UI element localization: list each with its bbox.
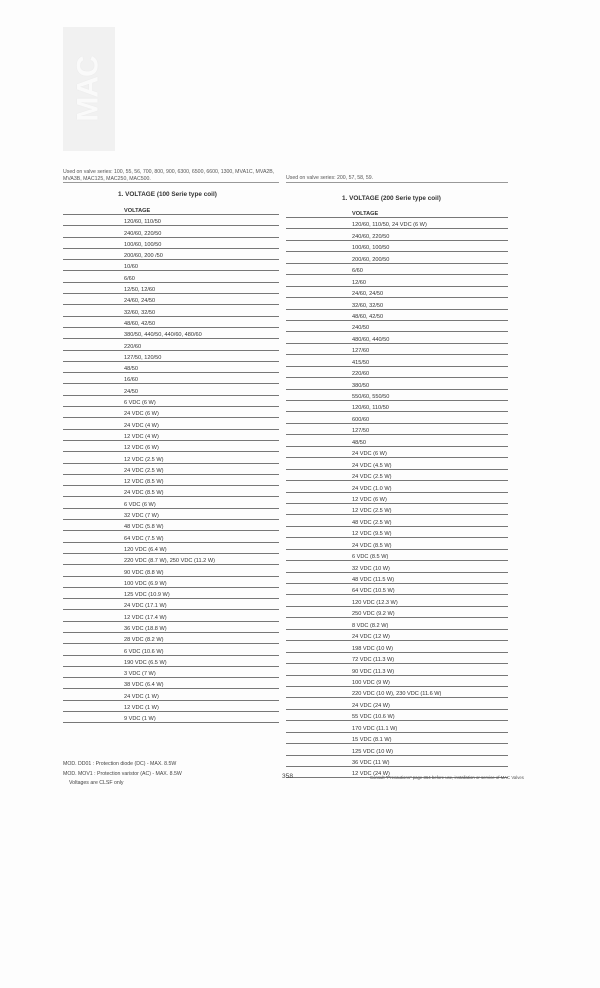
right-heading: 1. VOLTAGE (200 Serie type coil) xyxy=(342,195,441,202)
table-row xyxy=(63,644,279,655)
row-voltage: 240/60, 220/50 xyxy=(352,233,390,240)
table-row xyxy=(286,733,508,744)
table-row xyxy=(63,554,279,565)
row-voltage: 127/50 xyxy=(352,428,370,435)
table-row xyxy=(286,218,508,229)
table-row xyxy=(286,721,508,732)
row-voltage: 6/60 xyxy=(124,275,135,282)
table-row xyxy=(286,584,508,595)
row-voltage: 32 VDC (10 W) xyxy=(352,565,390,572)
consult-note: Consult "Precautions" page 364 before use, installation or service of MAC Valves xyxy=(370,775,524,780)
left-heading: 1. VOLTAGE (100 Serie type coil) xyxy=(118,191,217,198)
row-voltage: 380/50, 440/50, 440/60, 480/60 xyxy=(124,332,202,339)
row-voltage: 48 VDC (11.5 W) xyxy=(352,577,395,583)
table-row xyxy=(286,287,508,298)
row-voltage: 100 VDC (6.9 W) xyxy=(124,580,167,587)
table-row xyxy=(286,527,508,538)
right-voltage-table xyxy=(286,208,508,778)
table-row xyxy=(63,407,279,418)
row-voltage: 12 VDC (6 W) xyxy=(124,445,159,452)
row-voltage: 12 VDC (2.5 W) xyxy=(352,508,392,515)
row-voltage: 48 VDC (2.5 W) xyxy=(352,519,392,526)
table-row xyxy=(286,367,508,378)
row-voltage: 12 VDC (17.4 W) xyxy=(124,614,167,621)
note-dd01: MOD. DD01 : Protection diode (DC) - MAX. 8.5W xyxy=(63,761,177,767)
row-voltage: 24 VDC (6 W) xyxy=(352,451,387,458)
right-series-note: Used on valve series: 200, 57, 58, 59. xyxy=(286,175,374,181)
row-voltage: 190 VDC (6.5 W) xyxy=(124,659,167,666)
table-row xyxy=(63,509,279,520)
row-voltage: 12 VDC (9.5 W) xyxy=(352,531,392,538)
table-row xyxy=(63,701,279,712)
table-row xyxy=(63,712,279,723)
table-row xyxy=(286,378,508,389)
table-row xyxy=(286,676,508,687)
table-row xyxy=(286,321,508,332)
row-voltage: 100/60, 100/50 xyxy=(352,245,390,252)
table-row xyxy=(286,698,508,709)
table-row xyxy=(63,339,279,350)
row-voltage: 6 VDC (6 W) xyxy=(124,400,156,407)
table-row xyxy=(63,633,279,644)
row-voltage: 6 VDC (6 W) xyxy=(124,501,156,508)
table-row xyxy=(286,458,508,469)
row-voltage: 16/60 xyxy=(124,377,138,384)
table-row xyxy=(63,373,279,384)
table-row xyxy=(63,599,279,610)
row-voltage: 24/60, 24/50 xyxy=(352,291,384,298)
row-voltage: 127/60 xyxy=(352,348,370,355)
row-voltage: 24 VDC (2.5 W) xyxy=(352,474,392,481)
row-voltage: 220/60 xyxy=(124,343,142,350)
left-header-voltage: VOLTAGE xyxy=(124,208,151,214)
row-voltage: 48/60, 42/50 xyxy=(124,320,156,327)
table-row xyxy=(286,447,508,458)
table-row xyxy=(286,744,508,755)
row-voltage: 220/60 xyxy=(352,371,370,378)
row-voltage: 10/60 xyxy=(124,264,138,271)
row-voltage: 24 VDC (6 W) xyxy=(124,411,159,418)
table-row xyxy=(63,430,279,441)
table-row xyxy=(63,384,279,395)
row-voltage: 28 VDC (8.2 W) xyxy=(124,637,164,644)
row-voltage: 120/60, 110/50 xyxy=(352,405,389,412)
table-row xyxy=(286,573,508,584)
table-row xyxy=(286,561,508,572)
table-row xyxy=(63,260,279,271)
table-row xyxy=(63,215,279,226)
row-voltage: 380/50 xyxy=(352,382,370,389)
row-voltage: 90 VDC (11.3 W) xyxy=(352,668,395,675)
table-row xyxy=(63,689,279,700)
row-voltage: 64 VDC (7.5 W) xyxy=(124,535,164,542)
table-row xyxy=(63,271,279,282)
row-voltage: 12/60 xyxy=(352,279,366,286)
table-row xyxy=(63,226,279,237)
row-voltage: 6 VDC (8.5 W) xyxy=(352,554,389,561)
row-voltage: 48/60, 42/50 xyxy=(352,313,384,320)
row-voltage: 36 VDC (18.8 W) xyxy=(124,625,167,632)
row-voltage: 64 VDC (10.5 W) xyxy=(352,588,395,595)
table-row xyxy=(286,264,508,275)
table-row xyxy=(63,317,279,328)
table-row xyxy=(63,486,279,497)
row-voltage: 240/50 xyxy=(352,325,370,332)
row-voltage: 48/50 xyxy=(352,439,366,446)
row-voltage: 24/50 xyxy=(124,388,138,395)
mac-logo xyxy=(63,27,115,151)
table-row xyxy=(63,678,279,689)
row-voltage: 24 VDC (1.0 W) xyxy=(352,485,392,492)
row-voltage: 24 VDC (1 W) xyxy=(124,693,159,700)
row-voltage: 55 VDC (10.6 W) xyxy=(352,714,395,721)
table-row xyxy=(286,298,508,309)
table-row xyxy=(63,656,279,667)
table-row xyxy=(63,452,279,463)
row-voltage: 12/50, 12/60 xyxy=(124,287,156,294)
left-notes xyxy=(63,760,182,789)
table-row xyxy=(286,390,508,401)
table-row xyxy=(63,362,279,373)
table-row xyxy=(286,412,508,423)
row-voltage: 24 VDC (12 W) xyxy=(352,634,390,641)
row-voltage: 200/60, 200/50 xyxy=(352,256,390,263)
table-row xyxy=(286,618,508,629)
row-voltage: 250 VDC (9.2 W) xyxy=(352,611,395,618)
table-row xyxy=(286,355,508,366)
right-table-header xyxy=(286,208,508,218)
row-voltage: 24/60, 24/50 xyxy=(124,298,156,305)
table-row xyxy=(286,515,508,526)
table-row xyxy=(63,464,279,475)
row-voltage: 24 VDC (24 W) xyxy=(352,702,390,709)
row-voltage: 480/60, 440/50 xyxy=(352,336,390,343)
row-voltage: 200/60, 200 /50 xyxy=(124,253,163,260)
table-row xyxy=(286,493,508,504)
table-row xyxy=(63,531,279,542)
table-row xyxy=(63,294,279,305)
row-voltage: 415/50 xyxy=(352,359,370,366)
row-voltage: 38 VDC (6.4 W) xyxy=(124,682,164,689)
table-row xyxy=(63,565,279,576)
table-row xyxy=(286,310,508,321)
left-voltage-table xyxy=(63,205,279,723)
row-voltage: 120/60, 110/50 xyxy=(124,219,161,226)
row-voltage: 12 VDC (6 W) xyxy=(352,496,387,503)
row-voltage: 550/60, 550/50 xyxy=(352,394,390,400)
row-voltage: 220 VDC (8.7 W), 250 VDC (11.2 W) xyxy=(124,558,215,565)
table-row xyxy=(286,607,508,618)
table-row xyxy=(286,630,508,641)
row-voltage: 24 VDC (4.5 W) xyxy=(352,462,392,469)
row-voltage: 125 VDC (10 W) xyxy=(352,748,394,755)
table-row xyxy=(286,687,508,698)
row-voltage: 24 VDC (8.5 W) xyxy=(352,542,392,549)
table-row xyxy=(63,351,279,362)
table-row xyxy=(63,283,279,294)
row-voltage: 120 VDC (6.4 W) xyxy=(124,546,167,553)
table-row xyxy=(286,664,508,675)
table-row xyxy=(63,249,279,260)
table-row xyxy=(286,229,508,240)
row-voltage: 24 VDC (2.5 W) xyxy=(124,467,164,474)
row-voltage: 12 VDC (4 W) xyxy=(124,433,159,440)
table-row xyxy=(286,756,508,767)
table-row xyxy=(63,497,279,508)
row-voltage: 12 VDC (8.5 W) xyxy=(124,479,164,486)
left-series-note: Used on valve series: 100, 55, 56, 700, 800, 900, 6300, 6500, 6600, 1300, MVA1C, MVA2B, MVA3B, MAC125, MAC250, MAC500. xyxy=(63,169,275,182)
row-voltage: 125 VDC (10.9 W) xyxy=(124,592,170,599)
table-row xyxy=(286,710,508,721)
table-row xyxy=(63,520,279,531)
row-voltage: 48 VDC (5.8 W) xyxy=(124,524,164,531)
right-header-voltage: VOLTAGE xyxy=(352,211,379,217)
table-row xyxy=(286,481,508,492)
table-row xyxy=(286,332,508,343)
row-voltage: 32 VDC (7 W) xyxy=(124,513,159,520)
table-row xyxy=(286,550,508,561)
row-voltage: 3 VDC (7 W) xyxy=(124,671,156,678)
note-mov1: MOD. MOV1 : Protection varistor (AC) - MAX. 8.5W xyxy=(63,770,182,777)
table-row xyxy=(286,504,508,515)
row-voltage: 15 VDC (8.1 W) xyxy=(352,737,392,744)
row-voltage: 220 VDC (10 W), 230 VDC (11.6 W) xyxy=(352,691,442,698)
brand-tab xyxy=(63,27,115,151)
table-row xyxy=(286,595,508,606)
row-voltage: 72 VDC (11.3 W) xyxy=(352,657,395,664)
row-voltage: 8 VDC (8.2 W) xyxy=(352,622,389,629)
row-voltage: 12 VDC (24 W) xyxy=(352,771,390,778)
table-row xyxy=(63,543,279,554)
table-row xyxy=(63,475,279,486)
row-voltage: 198 VDC (10 W) xyxy=(352,645,394,652)
table-row xyxy=(286,538,508,549)
row-voltage: 24 VDC (17.1 W) xyxy=(124,603,167,610)
row-voltage: 6 VDC (10.6 W) xyxy=(124,648,164,655)
table-row xyxy=(286,653,508,664)
row-voltage: 100 VDC (9 W) xyxy=(352,679,390,686)
table-row xyxy=(63,577,279,588)
table-row xyxy=(63,610,279,621)
row-voltage: 127/50, 120/50 xyxy=(124,354,162,361)
row-voltage: 6/60 xyxy=(352,268,363,275)
table-row xyxy=(63,418,279,429)
row-voltage: 32/60, 32/50 xyxy=(124,309,156,316)
row-voltage: 24 VDC (8.5 W) xyxy=(124,490,164,497)
row-voltage: 24 VDC (4 W) xyxy=(124,422,159,429)
page-number: 358 xyxy=(282,773,294,780)
row-voltage: 600/60 xyxy=(352,416,370,423)
row-voltage: 36 VDC (11 W) xyxy=(352,760,390,766)
left-divider xyxy=(63,182,279,183)
table-row xyxy=(286,275,508,286)
table-row xyxy=(63,305,279,316)
table-row xyxy=(286,252,508,263)
table-row xyxy=(286,424,508,435)
row-voltage: 170 VDC (11.1 W) xyxy=(352,725,398,732)
row-voltage: 12 VDC (1 W) xyxy=(124,705,159,712)
row-voltage: 48/50 xyxy=(124,366,138,373)
row-voltage: 12 VDC (2.5 W) xyxy=(124,456,164,463)
table-row xyxy=(286,344,508,355)
table-row xyxy=(286,435,508,446)
row-voltage: 90 VDC (8.8 W) xyxy=(124,569,164,576)
row-voltage: 120 VDC (12.3 W) xyxy=(352,599,398,606)
row-voltage: 9 VDC (1 W) xyxy=(124,716,156,723)
table-row xyxy=(63,328,279,339)
table-row xyxy=(63,238,279,249)
note-clsf: Voltages are CLSF only xyxy=(69,780,124,787)
table-row xyxy=(286,470,508,481)
table-row xyxy=(286,641,508,652)
row-voltage: 120/60, 110/50, 24 VDC (6 W) xyxy=(352,222,427,229)
row-voltage: 32/60, 32/50 xyxy=(352,302,384,309)
table-row xyxy=(63,667,279,678)
mac-logo-text: MAC xyxy=(72,56,106,122)
table-row xyxy=(286,401,508,412)
row-voltage: 100/60, 100/50 xyxy=(124,241,162,248)
row-voltage: 240/60, 220/50 xyxy=(124,230,162,237)
table-row xyxy=(63,441,279,452)
table-row xyxy=(63,622,279,633)
table-row xyxy=(63,588,279,599)
table-row xyxy=(286,241,508,252)
right-divider xyxy=(286,182,508,183)
left-table-header xyxy=(63,205,279,215)
table-row xyxy=(63,396,279,407)
